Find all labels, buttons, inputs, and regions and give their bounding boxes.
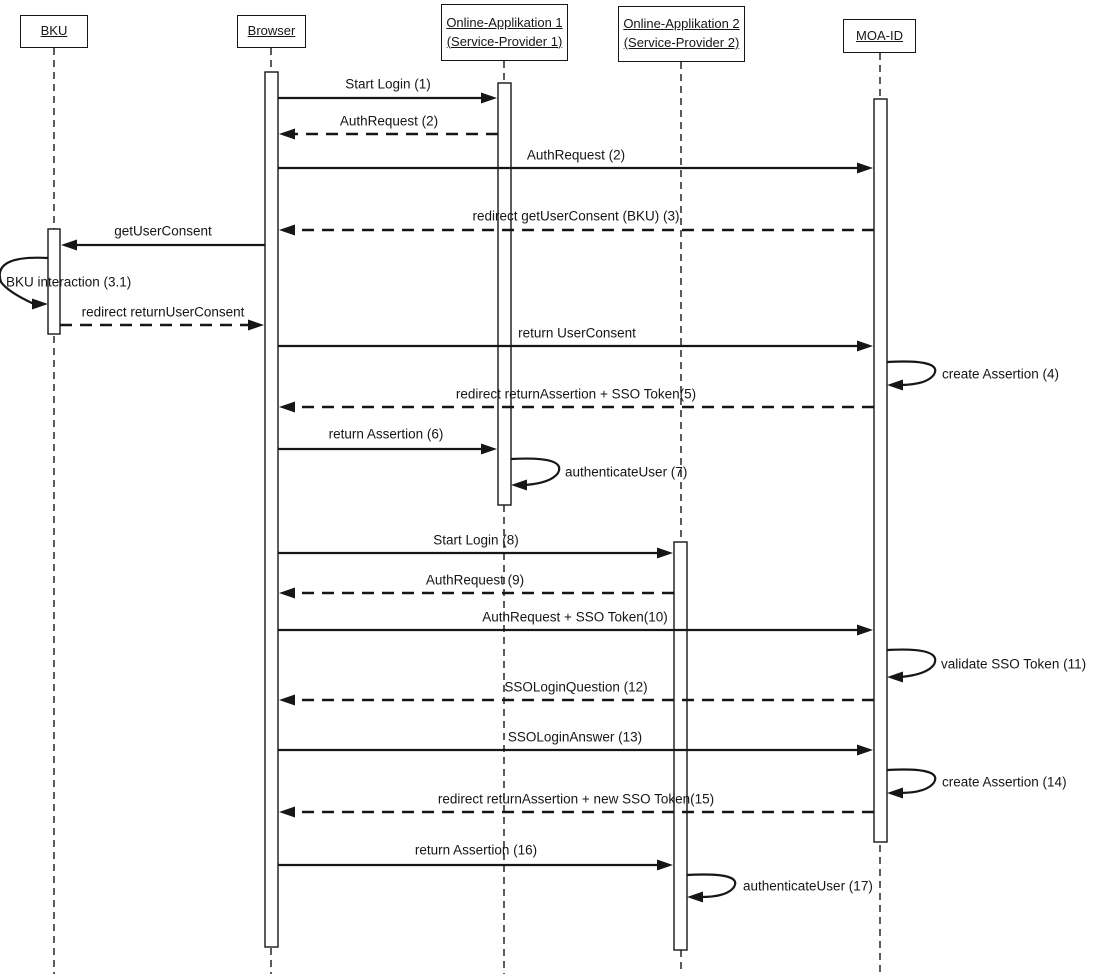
participant-label: Online-Applikation 1: [446, 14, 563, 30]
message-bku-interaction-3-1-label: BKU interaction (3.1): [6, 274, 132, 290]
participant-label: BKU: [40, 23, 68, 39]
message-return-assertion-6-label: return Assertion (6): [328, 426, 444, 442]
message-authrequest-2-label: AuthRequest (2): [526, 147, 626, 163]
message-authrequest-9-label: AuthRequest (9): [425, 572, 525, 588]
message-create-assertion-4-loop: [887, 362, 935, 385]
message-validate-sso-token-11-loop: [887, 650, 935, 677]
message-create-assertion-14-arrowhead: [887, 788, 903, 799]
message-authenticateuser-7-loop: [511, 459, 559, 485]
message-authrequest-sso-token-10-label: AuthRequest + SSO Token(10): [482, 609, 668, 625]
message-redirect-returnassertion-new-sso-token-15-label: redirect returnAssertion + new SSO Token(15): [437, 791, 715, 807]
activation-bar-browser-0: [265, 72, 278, 947]
message-start-login-8-arrowhead: [657, 548, 673, 559]
message-validate-sso-token-11-label: validate SSO Token (11): [941, 656, 1087, 672]
message-redirect-returnassertion-sso-token-5-arrowhead: [279, 402, 295, 413]
activation-bar-online-applikation-1-0: [498, 83, 511, 505]
participant-label: MOA-ID: [856, 27, 903, 43]
message-validate-sso-token-11-arrowhead: [887, 672, 903, 683]
participant-label: (Service-Provider 2): [623, 35, 740, 50]
message-authrequest-2-label: AuthRequest (2): [339, 113, 439, 129]
participant-box-browser: [237, 15, 306, 48]
participant-label: Browser: [247, 23, 296, 39]
message-ssologinquestion-12-label: SSOLoginQuestion (12): [504, 679, 648, 695]
message-authenticateuser-17-loop: [687, 875, 735, 898]
participant-box-bku: [20, 15, 88, 48]
message-create-assertion-4-arrowhead: [887, 380, 903, 391]
message-redirect-getuserconsent-bku-3-label: redirect getUserConsent (BKU) (3): [472, 208, 680, 224]
message-redirect-getuserconsent-bku-3-arrowhead: [279, 225, 295, 236]
message-create-assertion-14-loop: [887, 770, 935, 793]
activation-bar-online-applikation-2-0: [674, 542, 687, 950]
message-getuserconsent-label: getUserConsent: [114, 223, 212, 239]
message-return-assertion-16-arrowhead: [657, 860, 673, 871]
message-authenticateuser-7-label: authenticateUser (7): [565, 464, 688, 480]
message-redirect-returnassertion-sso-token-5-label: redirect returnAssertion + SSO Token(5): [455, 386, 697, 402]
message-authrequest-9-arrowhead: [279, 588, 295, 599]
participant-label: Online-Applikation 2: [623, 16, 740, 32]
message-return-assertion-6-arrowhead: [481, 444, 497, 455]
message-redirect-returnuserconsent-arrowhead: [248, 320, 264, 331]
message-create-assertion-14-label: create Assertion (14): [942, 774, 1067, 790]
message-redirect-returnassertion-new-sso-token-15-arrowhead: [279, 807, 295, 818]
message-create-assertion-4-label: create Assertion (4): [942, 366, 1060, 382]
message-start-login-8-label: Start Login (8): [433, 532, 519, 548]
message-start-login-1-label: Start Login (1): [345, 76, 431, 92]
message-bku-interaction-3-1-arrowhead: [32, 299, 48, 310]
participant-box-moa-id: [843, 19, 916, 53]
participant-box-online-applikation-1: [441, 4, 568, 61]
message-authrequest-2-arrowhead: [279, 129, 295, 140]
message-return-userconsent-label: return UserConsent: [518, 325, 636, 341]
message-ssologinanswer-13-label: SSOLoginAnswer (13): [507, 729, 643, 745]
message-start-login-1-arrowhead: [481, 93, 497, 104]
participant-box-online-applikation-2: [618, 6, 745, 62]
message-authenticateuser-7-arrowhead: [511, 480, 527, 491]
message-getuserconsent-arrowhead: [61, 240, 77, 251]
message-authrequest-sso-token-10-arrowhead: [857, 625, 873, 636]
message-ssologinquestion-12-arrowhead: [279, 695, 295, 706]
participant-label: (Service-Provider 1): [446, 33, 563, 49]
message-return-userconsent-arrowhead: [857, 341, 873, 352]
message-authrequest-2-arrowhead: [857, 163, 873, 174]
message-ssologinanswer-13-arrowhead: [857, 745, 873, 756]
message-authenticateuser-17-label: authenticateUser (17): [743, 878, 873, 894]
message-redirect-returnuserconsent-label: redirect returnUserConsent: [81, 304, 245, 320]
message-return-assertion-16-label: return Assertion (16): [414, 842, 538, 858]
activation-bar-moa-id-0: [874, 99, 887, 842]
message-authenticateuser-17-arrowhead: [687, 892, 703, 903]
